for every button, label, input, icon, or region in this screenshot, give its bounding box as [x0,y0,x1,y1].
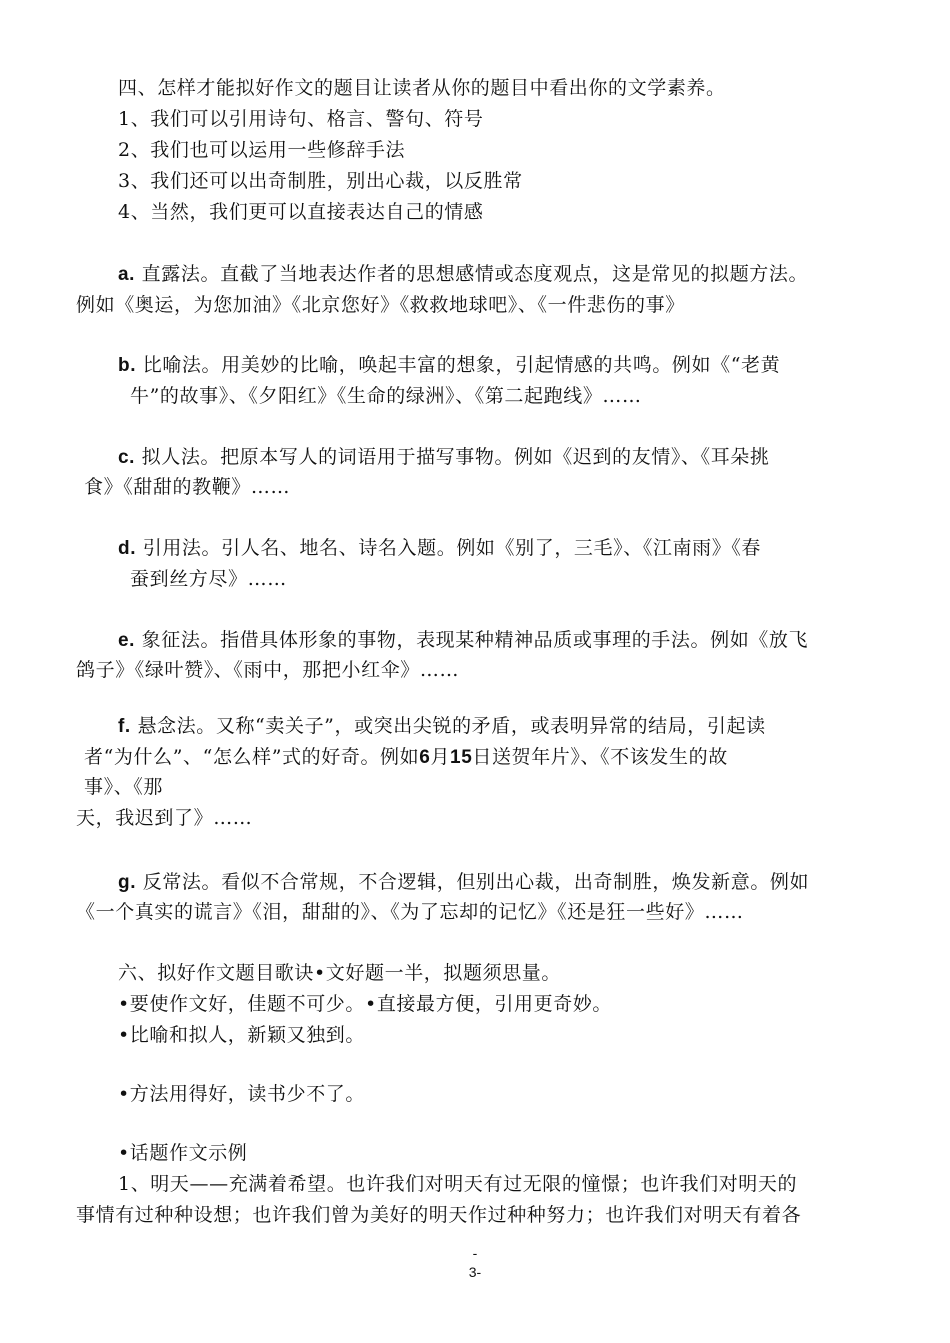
list-item: 2、我们也可以运用一些修辞手法 [118,139,406,161]
method-text: 引用法。引人名、地名、诗名入题。例如《别了，三毛》、《江南雨》《春 [136,537,762,559]
rhyme-line: •要使作文好，佳题不可少。•直接最方便，引用更奇妙。 [118,993,613,1015]
method-text: 比喻法。用美妙的比喻，唤起丰富的想象，引起情感的共鸣。例如《“老黄 [136,354,781,376]
method-label: c. [118,447,136,468]
rhyme-line: •比喻和拟人，新颖又独到。 [118,1024,366,1046]
method-label: d. [118,538,137,559]
method-text: 拟人法。把原本写人的词语用于描写事物。例如《迟到的友情》、《耳朵挑 [135,446,770,468]
rhyme-line: •方法用得好，读书少不了。 [118,1083,366,1105]
method-text: 《一个真实的谎言》《泪，甜甜的》、《为了忘却的记忆》《还是狂一些好》…… [76,901,744,923]
method-text: 直露法。直截了当地表达作者的思想感情或态度观点，这是常见的拟题方法。 [135,263,809,285]
example-text: 1、明天——充满着希望。也许我们对明天有过无限的憧憬；也许我们对明天的 [118,1173,798,1195]
example-heading: •话题作文示例 [118,1142,248,1164]
method-text: 鸽子》《绿叶赞》、《雨中，那把小红伞》…… [76,659,460,681]
method-text: 天，我迟到了》…… [76,807,253,829]
method-text: 日送贺年片》、《不该发生的故 [472,746,728,768]
method-text: 食》《甜甜的教鞭》…… [84,476,291,498]
method-label: g. [118,872,137,893]
method-text: 悬念法。又称“卖关子”，或突出尖锐的矛盾，或表明异常的结局，引起读 [130,715,766,737]
method-text: 事》、《那 [84,776,164,798]
date-day: 15 [450,747,473,768]
list-item: 1、我们可以引用诗句、格言、警句、符号 [118,108,484,130]
method-text: 蚕到丝方尽》…… [130,568,287,590]
list-item: 4、当然，我们更可以直接表达自己的情感 [118,201,484,223]
method-text: 例如《奥运，为您加油》《北京您好》《救救地球吧》、《一件悲伤的事》 [76,294,685,316]
section-heading: 四、怎样才能拟好作文的题目让读者从你的题目中看出你的文学素养。 [118,77,726,99]
method-text: 反常法。看似不合常规，不合逻辑，但别出心裁，出奇制胜，焕发新意。例如 [136,871,810,893]
method-label: e. [118,630,136,651]
method-text: 者“为什么”、“怎么样”式的好奇。例如 [84,746,420,768]
method-label: f. [118,716,131,737]
footer-dash: - [472,1245,478,1261]
method-text: 月 [430,746,451,768]
page-number: 3- [468,1264,482,1280]
date-month: 6 [419,747,431,768]
method-text: 牛”的故事》、《夕阳红》《生命的绿洲》、《第二起跑线》…… [130,385,642,407]
method-label: b. [118,355,137,376]
example-text: 事情有过种种设想；也许我们曾为美好的明天作过种种努力；也许我们对明天有着各 [76,1204,802,1226]
section-heading: 六、拟好作文题目歌诀•文好题一半，拟题须思量。 [118,962,562,984]
method-label: a. [118,264,136,285]
method-text: 象征法。指借具体形象的事物，表现某种精神品质或事理的手法。例如《放飞 [135,629,809,651]
list-item: 3、我们还可以出奇制胜，别出心裁，以反胜常 [118,170,523,192]
